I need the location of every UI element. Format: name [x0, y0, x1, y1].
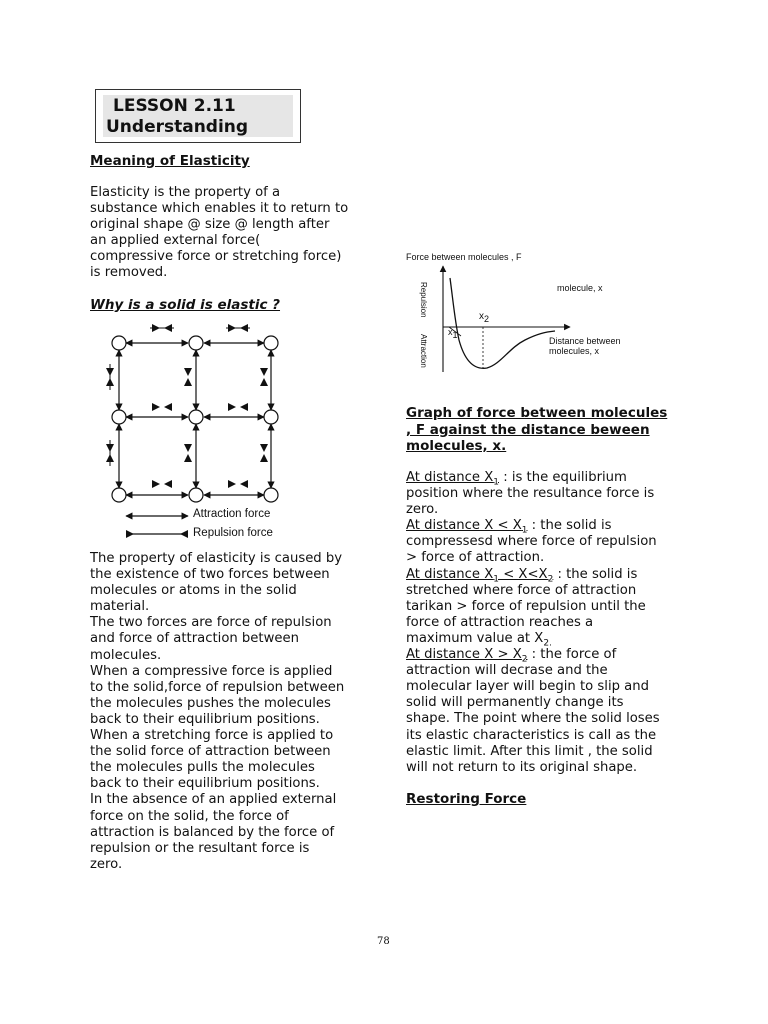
d2-rest: : the solid is	[527, 518, 612, 534]
distance-1-label	[406, 470, 499, 488]
meaning-text	[90, 185, 380, 282]
distance-4-cont: attraction will decrase and the	[406, 663, 608, 679]
distance-4-cont: solid will permanently change its	[406, 695, 624, 711]
distance-2-cont: compressesd where force of repulsion	[406, 534, 657, 550]
property-line: to the solid,force of repulsion between	[90, 679, 345, 695]
distance-1-line	[406, 470, 696, 486]
graph-caption-line: Graph of force between molecules	[406, 405, 668, 421]
graph-x-axis-label-1: Distance between	[549, 336, 621, 346]
x2-sub: 2	[484, 314, 490, 324]
restoring-heading: Restoring Force	[406, 791, 527, 807]
property-line: molecules.	[90, 647, 162, 663]
d3-label-b: < X<X	[499, 566, 548, 582]
d3-sub-b: 2	[547, 574, 554, 585]
d4-sub: 2	[521, 654, 528, 665]
d1-label-text: At distance X	[406, 470, 494, 485]
property-line: the existence of two forces between	[90, 567, 330, 583]
distance-4-cont: will not return to its original shape.	[406, 759, 638, 775]
distance-2-cont: > force of attraction.	[406, 550, 545, 566]
property-line: The two forces are force of repulsion	[90, 615, 332, 631]
meaning-heading: Meaning of Elasticity	[90, 153, 250, 169]
property-line: zero.	[90, 856, 123, 872]
property-line: the molecules pulls the molecules	[90, 760, 315, 776]
x1-sub: 1	[452, 329, 458, 340]
graph-x2-label	[479, 311, 489, 322]
property-line: The property of elasticity is caused by	[90, 551, 343, 566]
property-line: the molecules pushes the molecules	[90, 695, 331, 711]
property-line: the solid force of attraction between	[90, 744, 331, 760]
distance-3-line	[406, 567, 696, 583]
distance-3-cont: tarikan > force of repulsion until the	[406, 598, 646, 614]
meaning-line: an applied external force(	[90, 233, 261, 249]
property-line: and force of attraction between	[90, 631, 299, 647]
property-line: When a compressive force is applied	[90, 663, 333, 679]
distance-1-cont: zero.	[406, 502, 439, 518]
distance-4-cont: its elastic characteristics is call as the	[406, 727, 657, 743]
property-line: material.	[90, 599, 150, 615]
distance-2-label	[406, 518, 528, 536]
distance-3-label	[406, 566, 554, 585]
lesson-header-box	[95, 89, 301, 143]
d2-sub: 1	[521, 525, 528, 536]
property-text	[90, 551, 380, 873]
distance-4-cont: elastic limit. After this limit , the solid	[406, 743, 653, 759]
x2-letter: x	[479, 311, 484, 322]
distance-4-cont: molecular layer will begin to slip and	[406, 679, 649, 695]
distance-4-label	[406, 647, 528, 665]
graph-x1-label	[448, 327, 458, 340]
property-line: When a stretching force is applied to	[90, 728, 334, 744]
graph-y-axis-label: Force between molecules , F	[406, 252, 522, 262]
lesson-subtitle: Understanding	[106, 117, 249, 137]
graph-curve-label: molecule, x	[557, 283, 603, 293]
x1-letter: x	[448, 327, 453, 337]
d3-last-text: maximum value at X	[406, 630, 544, 646]
d3-label-a: At distance X	[406, 566, 494, 582]
meaning-line: is removed.	[90, 265, 168, 281]
graph-caption-line: , F against the distance beween	[406, 421, 650, 438]
force-curve	[450, 278, 555, 368]
graph-repulsion-label: Repulsion	[419, 282, 428, 318]
property-line: back to their equilibrium positions.	[90, 776, 320, 792]
force-distance-graph	[405, 250, 605, 380]
d3-sub-a: 1	[493, 574, 499, 585]
repulsion-legend-label: Repulsion force	[193, 527, 273, 539]
d1-sub: 1	[493, 477, 499, 488]
property-line: In the absence of an applied external	[90, 792, 337, 808]
property-line: back to their equilibrium positions.	[90, 711, 320, 727]
lesson-title: LESSON 2.11	[113, 96, 236, 116]
d4-label-text: At distance X > X	[406, 647, 522, 663]
graph-caption	[406, 405, 696, 455]
distance-text	[406, 470, 696, 776]
d1-rest: : is the equilibrium	[499, 470, 627, 485]
property-line: molecules or atoms in the solid	[90, 583, 297, 599]
why-heading: Why is a solid is elastic ?	[90, 297, 281, 313]
distance-4-cont: shape. The point where the solid loses	[406, 711, 660, 727]
meaning-line: Elasticity is the property of a	[90, 185, 281, 200]
distance-4-line	[406, 647, 696, 663]
distance-2-line	[406, 518, 696, 534]
property-line: attraction is balanced by the force of	[90, 824, 335, 840]
meaning-line: original shape @ size @ length after	[90, 217, 330, 233]
graph-attraction-label: Attraction	[419, 334, 428, 368]
property-line: repulsion or the resultant force is	[90, 840, 310, 856]
distance-3-last	[406, 631, 696, 647]
d3-last-sub: 2.	[543, 638, 552, 649]
graph-caption-line: molecules, x.	[406, 438, 507, 454]
meaning-line: compressive force or stretching force)	[90, 249, 342, 265]
d4-rest: : the force of	[527, 647, 617, 663]
distance-3-cont: stretched where force of attraction	[406, 582, 637, 598]
attraction-legend-label: Attraction force	[193, 508, 271, 520]
lesson-header-fill	[103, 95, 293, 137]
meaning-line: substance which enables it to return to	[90, 201, 349, 217]
distance-1-cont: position where the resultance force is	[406, 486, 655, 502]
graph-x-axis-label-2: molecules, x	[549, 346, 600, 356]
d3-rest: : the solid is	[553, 566, 638, 582]
property-line: force on the solid, the force of	[90, 808, 289, 824]
page-number: 78	[377, 936, 390, 947]
distance-3-cont: force of attraction reaches a	[406, 614, 594, 630]
d2-label-text: At distance X < X	[406, 518, 522, 534]
